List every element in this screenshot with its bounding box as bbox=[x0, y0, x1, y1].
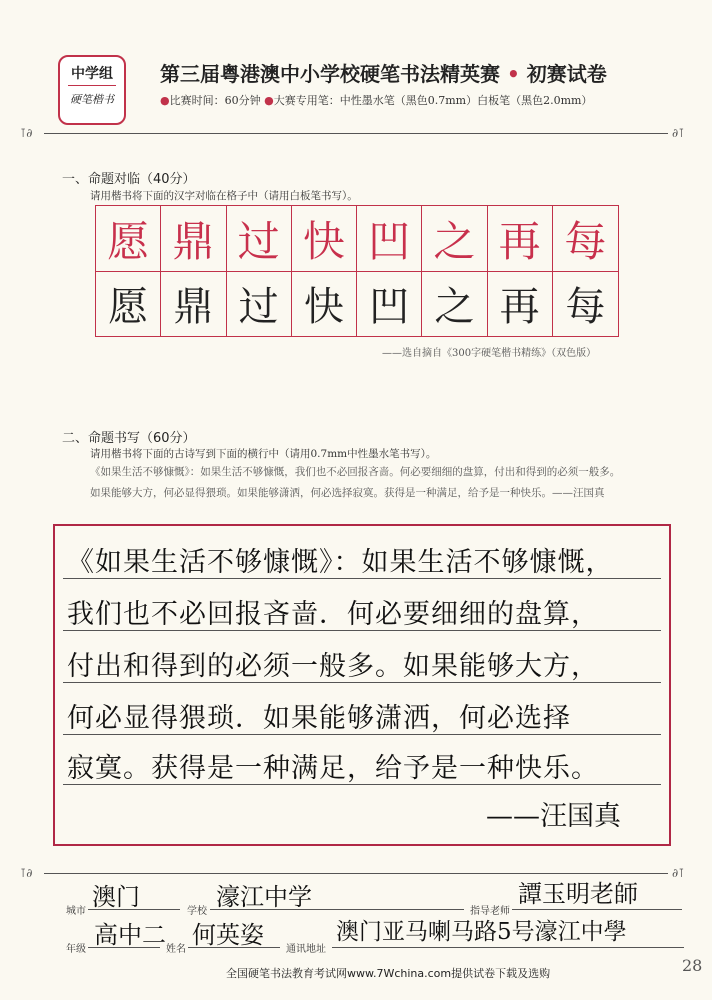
address-line bbox=[332, 947, 684, 948]
title-main: 第三届粤港澳中小学校硬笔书法精英赛 bbox=[160, 62, 500, 86]
bullet-icon: ● bbox=[160, 94, 170, 107]
copy-cell bbox=[553, 271, 618, 336]
page-title bbox=[160, 58, 607, 87]
name-label: 姓名 bbox=[166, 944, 186, 955]
model-cell bbox=[488, 206, 553, 271]
badge-script-style: 硬笔楷书 bbox=[70, 93, 114, 106]
ornament-right-icon: ∂⊺ bbox=[672, 126, 685, 140]
category-badge bbox=[58, 55, 126, 125]
header-divider bbox=[44, 133, 668, 134]
city-label: 城市 bbox=[66, 906, 86, 917]
handwritten-line: 《如果生活不够慷慨》：如果生活不够慷慨， bbox=[67, 547, 614, 578]
model-passage: 《如果生活不够慷慨》：如果生活不够慷慨，我们也不必回报吝啬。何必要细细的盘算，付出和得到的必须一般多。如果能够大方，何必显得猥琐。如果能够潇洒，何必选择寂寞。获得是一种满足，给予是一种快乐。——汪国真 bbox=[90, 466, 621, 499]
handwritten-signature: ——汪国真 bbox=[486, 801, 621, 832]
school-line bbox=[210, 909, 464, 910]
copy-char: 之 bbox=[434, 284, 475, 330]
copy-char: 愿 bbox=[108, 284, 149, 330]
copy-char: 每 bbox=[565, 284, 606, 330]
badge-category: 中学组 bbox=[71, 66, 113, 82]
model-char: 快 bbox=[302, 216, 345, 266]
model-char: 凹 bbox=[368, 216, 411, 266]
name-line bbox=[188, 947, 280, 948]
ornament-left-icon: ⊺∂ bbox=[20, 126, 33, 140]
badge-divider bbox=[68, 85, 116, 86]
school-value: 濠江中学 bbox=[216, 883, 312, 911]
handwritten-line: 寂寞。获得是一种满足，给予是一种快乐。 bbox=[67, 753, 599, 784]
bullet-icon: ● bbox=[264, 94, 274, 107]
model-cell bbox=[96, 206, 161, 271]
exam-pens: 大赛专用笔：中性墨水笔（黑色0.7mm）白板笔（黑色2.0mm） bbox=[273, 94, 593, 107]
source-note: ——选自摘自《300字硬笔楷书精练》（双色版） bbox=[382, 348, 597, 359]
copy-cell bbox=[422, 271, 487, 336]
section2-instruction: 请用楷书将下面的古诗写到下面的横行中（请用0.7mm中性墨水笔书写）。 bbox=[90, 448, 437, 460]
section1-instruction: 请用楷书将下面的汉字对临在格子中（请用白板笔书写）。 bbox=[90, 190, 358, 202]
copy-grid bbox=[95, 205, 619, 337]
model-cell bbox=[357, 206, 422, 271]
model-char: 过 bbox=[237, 216, 280, 266]
copy-cell bbox=[161, 271, 226, 336]
handwritten-line: 付出和得到的必须一般多。如果能够大方， bbox=[67, 651, 599, 682]
copy-cell bbox=[488, 271, 553, 336]
model-char: 再 bbox=[498, 216, 541, 266]
city-line bbox=[88, 909, 180, 910]
copy-char: 再 bbox=[499, 284, 540, 330]
copy-cell bbox=[227, 271, 292, 336]
section1-heading: 一、命题对临（40分） bbox=[62, 172, 196, 187]
copy-cell bbox=[96, 271, 161, 336]
footer-text: 全国硬笔书法教育考试网www.7Wchina.com提供试卷下载及选购 bbox=[226, 967, 551, 980]
handwritten-line: 我们也不必回报吝啬．何必要细细的盘算， bbox=[67, 599, 599, 630]
model-char: 之 bbox=[433, 216, 476, 266]
handwritten-line: 何必显得猥琐．如果能够潇洒，何必选择 bbox=[67, 703, 571, 734]
model-cell bbox=[161, 206, 226, 271]
model-cell bbox=[292, 206, 357, 271]
exam-time: 比赛时间：60分钟 bbox=[169, 94, 261, 107]
address-label: 通讯地址 bbox=[286, 944, 326, 955]
exam-rules bbox=[160, 92, 592, 108]
copy-char: 快 bbox=[303, 284, 344, 330]
grade-label: 年级 bbox=[66, 944, 86, 955]
ornament-right-icon: ∂⊺ bbox=[672, 866, 685, 880]
teacher-line bbox=[512, 909, 682, 910]
model-cell bbox=[422, 206, 487, 271]
model-char: 愿 bbox=[107, 216, 150, 266]
model-char: 每 bbox=[564, 216, 607, 266]
model-char: 鼎 bbox=[172, 216, 215, 266]
grade-line bbox=[88, 947, 160, 948]
copy-cell bbox=[357, 271, 422, 336]
page-number: 28 bbox=[682, 956, 703, 975]
address-value: 澳门亚马喇马路5号濠江中學 bbox=[336, 919, 627, 945]
title-separator: • bbox=[506, 62, 520, 86]
writing-box bbox=[53, 524, 671, 846]
teacher-label: 指导老师 bbox=[470, 906, 510, 917]
section2-heading: 二、命题书写（60分） bbox=[62, 431, 196, 446]
model-cell bbox=[553, 206, 618, 271]
ornament-left-icon: ⊺∂ bbox=[20, 866, 33, 880]
copy-char: 鼎 bbox=[173, 284, 214, 330]
copy-char: 凹 bbox=[369, 284, 410, 330]
copy-cell bbox=[292, 271, 357, 336]
model-cell bbox=[227, 206, 292, 271]
school-label: 学校 bbox=[187, 906, 207, 917]
name-value: 何英姿 bbox=[192, 921, 264, 949]
teacher-value: 譚玉明老師 bbox=[518, 880, 638, 908]
copy-char: 过 bbox=[238, 284, 279, 330]
title-stage: 初赛试卷 bbox=[526, 62, 607, 86]
grade-value: 高中二 bbox=[94, 921, 166, 949]
city-value: 澳门 bbox=[92, 883, 140, 911]
